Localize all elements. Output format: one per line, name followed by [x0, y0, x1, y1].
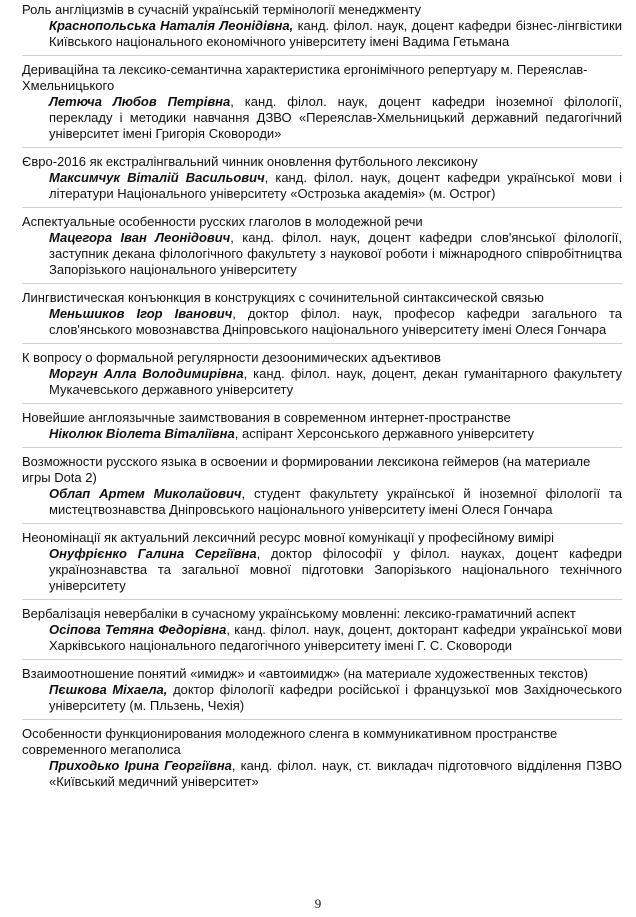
program-list: [22, 2, 622, 801]
speaker-affiliation: канд. філол. наук, доцент кафедри бізнес-лінгвістики Київського національного економічного університету імені Вадима Гетьмана: [49, 18, 622, 49]
talk-title: Аспектуальные особенности русских глаголов в молодежной речи: [22, 214, 423, 229]
talk-title: К вопросу о формальной регулярности дезоонимических адъективов: [22, 350, 441, 365]
speaker-affiliation: , канд. філол. наук, ст. викладач підготовчого відділення ПЗВО «Київський медичний університет»: [49, 758, 622, 789]
speaker-name: Осіпова Тетяна Федорівна: [49, 622, 227, 637]
speaker-info: [49, 426, 622, 442]
program-entry: [22, 454, 622, 524]
program-entry: [22, 726, 622, 795]
speaker-affiliation: , канд. філол. наук, доцент кафедри іноземної філології, перекладу і методики навчання ДЗВО «Переяслав-Хмельницький державний педагогічний університет імені Григорія Сковороди»: [49, 94, 622, 141]
talk-title: Неономінації як актуальний лексичний ресурс мовної комунікації у професійному вимірі: [22, 530, 555, 545]
speaker-affiliation: , студент факультету української й іноземної філології та мистецтвознавства Дніпровського національного університету імені Олеся Гончара: [49, 486, 623, 517]
speaker-name: Моргун Алла Володимирівна: [49, 366, 244, 381]
speaker-info: [49, 94, 622, 142]
talk-title: Роль англіцизмів в сучасній українській термінології менеджменту: [22, 2, 422, 17]
program-entry: [22, 530, 622, 600]
program-entry: [22, 666, 622, 720]
speaker-affiliation: , канд. філол. наук, доцент кафедри української мови і літератури Національного університету «Острозька академія» (м. Острог): [49, 170, 622, 201]
speaker-affiliation: , аспірант Херсонського державного університету: [234, 426, 534, 441]
speaker-affiliation: , канд. філол. наук, доцент, декан гуманітарного факультету Мукачевського державного університету: [49, 366, 622, 397]
speaker-info: [49, 546, 622, 594]
program-entry: [22, 350, 622, 404]
speaker-affiliation: , доктор філол. наук, професор кафедри загального та слов'янського мовознавства Дніпровського національного університету імені Олеся Гончара: [49, 306, 623, 337]
program-entry: [22, 290, 622, 344]
talk-title: Євро-2016 як екстралінгвальний чинник оновлення футбольного лексикону: [22, 154, 478, 169]
speaker-name: Летюча Любов Петрівна: [49, 94, 231, 109]
talk-title: Лингвистическая конъюнкция в конструкциях с сочинительной синтаксической связью: [22, 290, 544, 305]
speaker-name: Краснопольська Наталія Леонідівна,: [49, 18, 294, 33]
program-entry: [22, 606, 622, 660]
speaker-info: [49, 306, 622, 338]
speaker-name: Меньшиков Ігор Іванович: [49, 306, 233, 321]
talk-title: Новейшие англоязычные заимствования в современном интернет-пространстве: [22, 410, 511, 425]
speaker-name: Ніколюк Віолета Віталіївна: [49, 426, 235, 441]
speaker-name: Мацегора Іван Леонідович: [49, 230, 231, 245]
speaker-info: [49, 622, 622, 654]
speaker-info: [49, 230, 622, 278]
speaker-info: [49, 170, 622, 202]
speaker-name: Онуфрієнко Галина Сергіївна: [49, 546, 257, 561]
speaker-info: [49, 366, 622, 398]
speaker-affiliation: , канд. філол. наук, доцент, докторант кафедри української мови Харківського національного педагогічного університету імені Г. С. Сковороди: [49, 622, 622, 653]
talk-title: Дериваційна та лексико-семантична характеристика ергонімічного репертуару м. Переяслав-Хмельницького: [22, 62, 588, 93]
speaker-affiliation: , канд. філол. наук, доцент кафедри слов'янської філології, заступник декана філологічного факультету з наукової роботи і міжнародного співробітництва Запорізького національного університету: [49, 230, 623, 277]
speaker-name: Максимчук Віталій Васильович: [49, 170, 265, 185]
talk-title: Возможности русского языка в освоении и формировании лексикона геймеров (на материале игры Dota 2): [22, 454, 591, 485]
speaker-info: [49, 758, 622, 790]
speaker-affiliation: доктор філології кафедри російської і французької мов Західночеського університету (м. Пльзень, Чехія): [49, 682, 622, 713]
page-number: 9: [314, 896, 322, 911]
speaker-name: Приходько Ірина Георгіївна: [49, 758, 232, 773]
program-entry: [22, 214, 622, 284]
program-entry: [22, 62, 622, 148]
talk-title: Взаимоотношение понятий «имидж» и «автоимидж» (на материале художественных текстов): [22, 666, 588, 681]
speaker-info: [49, 18, 622, 50]
talk-title: Особенности функционирования молодежного сленга в коммуникативном пространстве современного мегаполиса: [22, 726, 558, 757]
talk-title: Вербалізація невербаліки в сучасному українському мовленні: лексико-граматичний аспект: [22, 606, 576, 621]
speaker-info: [49, 486, 622, 518]
speaker-info: [49, 682, 622, 714]
speaker-affiliation: , доктор філософії у філол. науках, доцент кафедри українознавства та загальної мовної підготовки Запорізького національного технічного університету: [49, 546, 622, 593]
speaker-name: Облап Артем Миколайович: [49, 486, 242, 501]
program-entry: [22, 2, 622, 56]
speaker-name: Пєшкова Міхаела,: [49, 682, 168, 697]
program-entry: [22, 154, 622, 208]
program-entry: [22, 410, 622, 448]
